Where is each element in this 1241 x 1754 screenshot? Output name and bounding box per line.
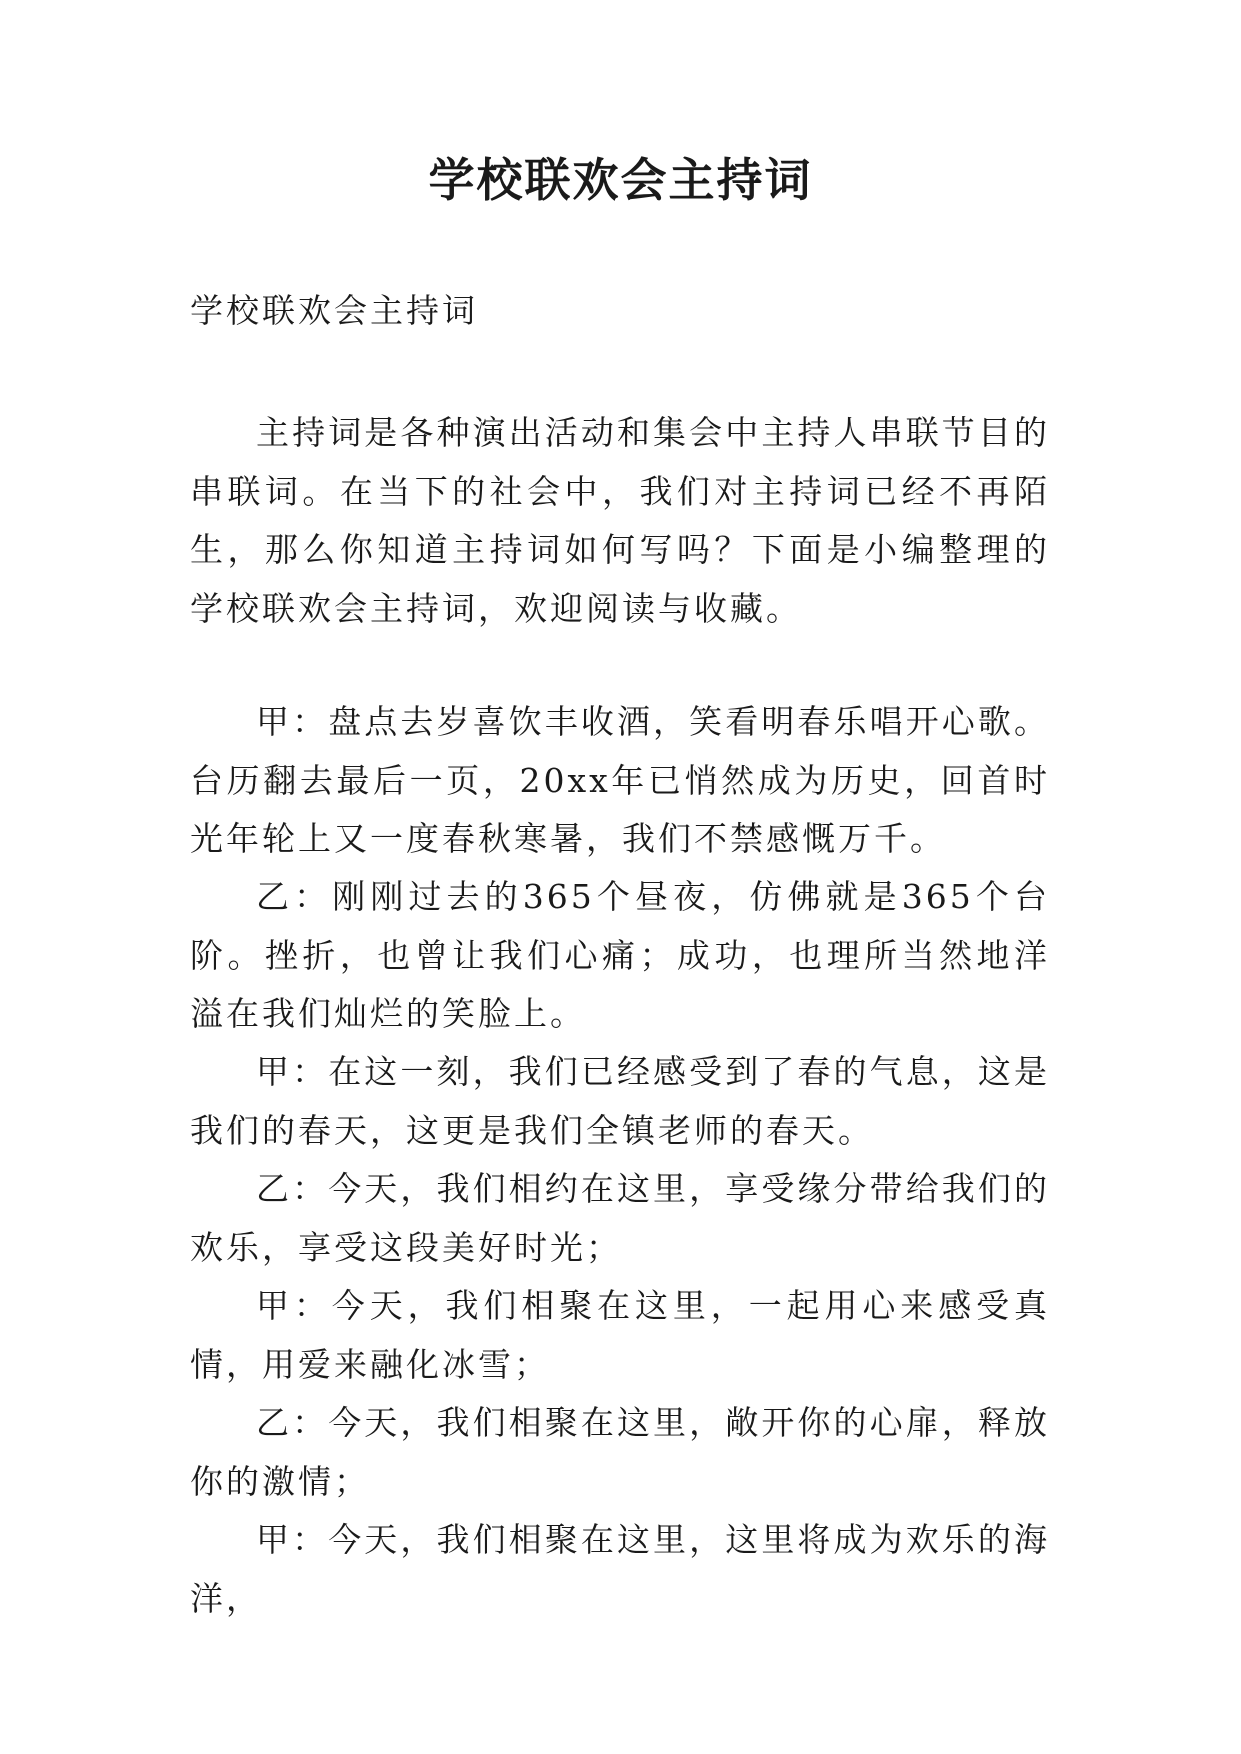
- document-subtitle: 学校联欢会主持词: [190, 291, 478, 330]
- document-title: 学校联欢会主持词: [428, 153, 813, 207]
- dialogue-paragraph: 甲：在这一刻，我们已经感受到了春的气息，这是我们的春天，这更是我们全镇老师的春天。: [190, 1052, 1050, 1150]
- dialogue-paragraph: 甲：今天，我们相聚在这里，这里将成为欢乐的海洋，: [190, 1520, 1050, 1618]
- dialogue-paragraph: 甲：今天，我们相聚在这里，一起用心来感受真情，用爱来融化冰雪；: [190, 1286, 1050, 1384]
- dialogue-paragraph: 甲：盘点去岁喜饮丰收酒，笑看明春乐唱开心歌。台历翻去最后一页，20xx年已悄然成为历史，回首时光年轮上又一度春秋寒暑，我们不禁感慨万千。: [190, 702, 1050, 858]
- dialogue-paragraph: 乙：今天，我们相聚在这里，敞开你的心扉，释放你的激情；: [190, 1403, 1050, 1501]
- dialogue-paragraph: 乙：刚刚过去的365个昼夜，仿佛就是365个台阶。挫折，也曾让我们心痛；成功，也理所当然地洋溢在我们灿烂的笑脸上。: [190, 877, 1050, 1033]
- intro-paragraph: 主持词是各种演出活动和集会中主持人串联节目的串联词。在当下的社会中，我们对主持词已经不再陌生，那么你知道主持词如何写吗？下面是小编整理的学校联欢会主持词，欢迎阅读与收藏。: [190, 413, 1050, 628]
- dialogue-paragraph: 乙：今天，我们相约在这里，享受缘分带给我们的欢乐，享受这段美好时光；: [190, 1169, 1050, 1267]
